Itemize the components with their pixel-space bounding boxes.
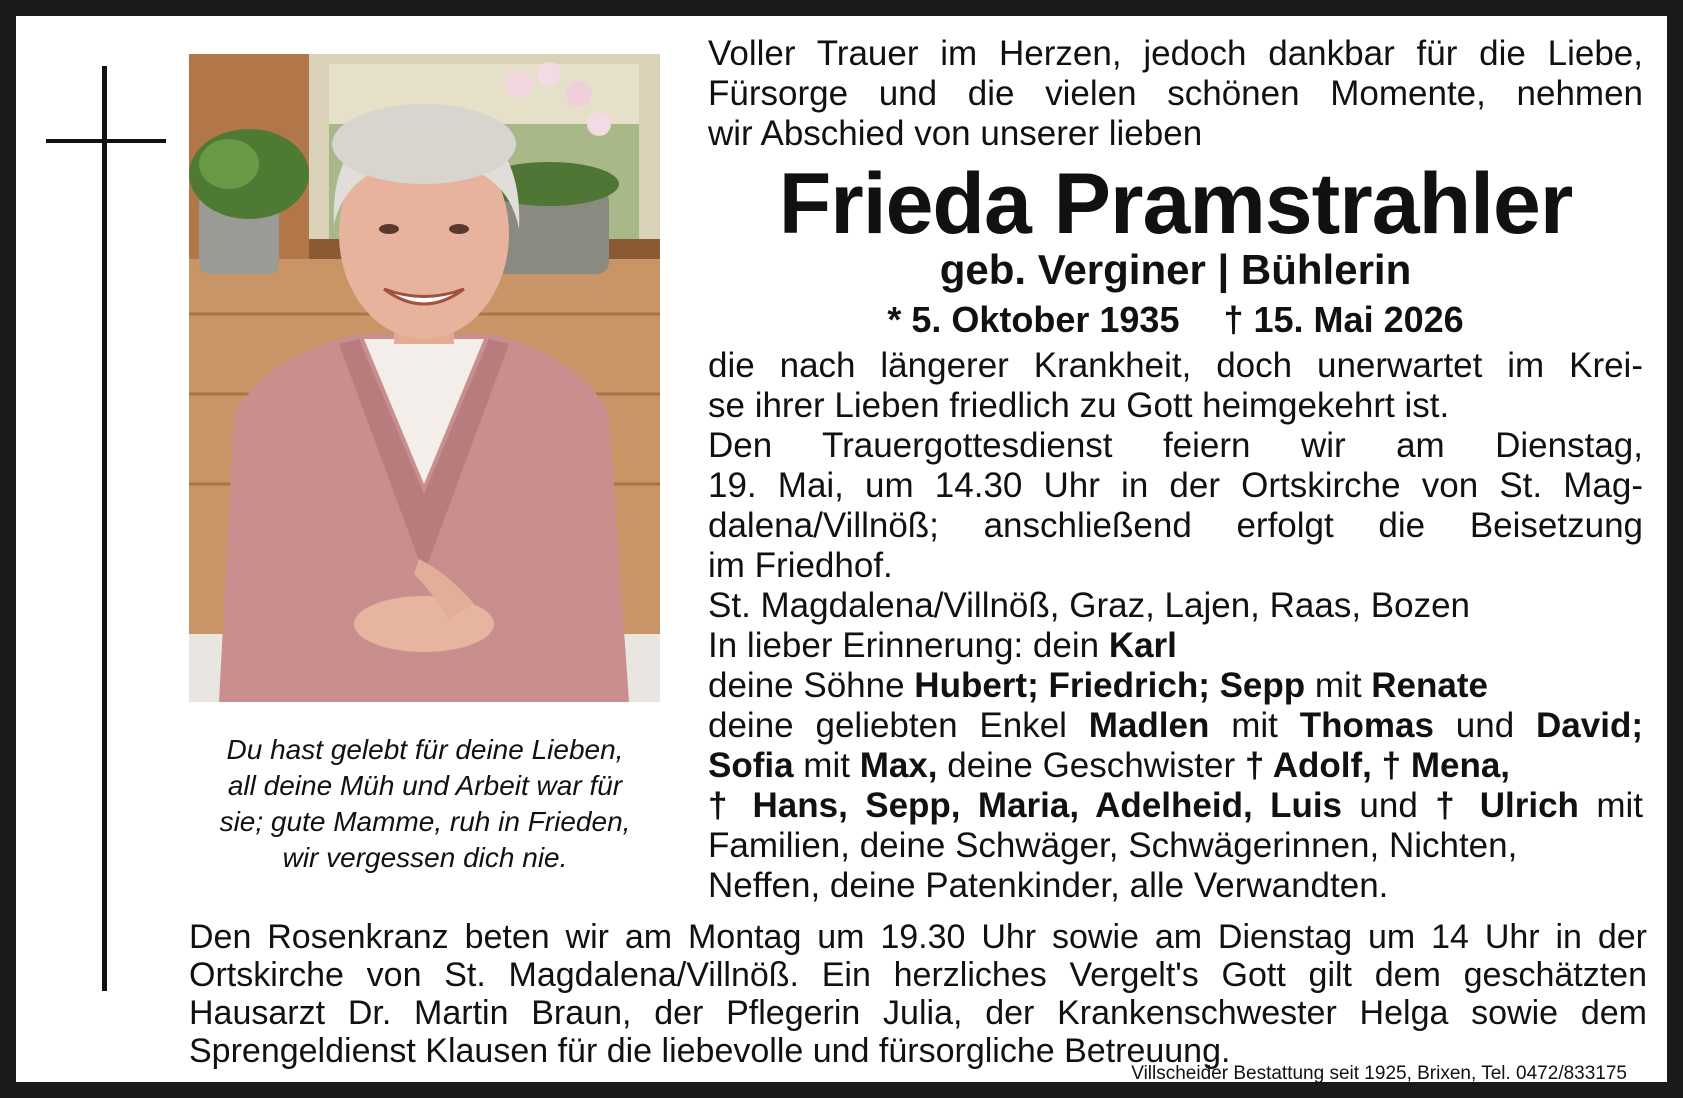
mourner-line: deine geliebten Enkel Madlen mit Thomas und David;	[708, 706, 1643, 745]
poem-line: all deine Müh und Arbeit war für	[227, 770, 623, 801]
closing-line: Den Rosenkranz beten wir am Montag um 19.30 Uhr sowie am Dienstag um 14 Uhr in der	[189, 918, 1647, 956]
obituary-text	[708, 34, 1643, 906]
intro-line: Fürsorge und die vielen schönen Momente, nehmen	[708, 74, 1643, 113]
places-line: St. Magdalena/Villnöß, Graz, Lajen, Raas, Bozen	[708, 586, 1471, 625]
body-line: die nach längerer Krankheit, doch unerwartet im Krei-	[708, 346, 1643, 385]
death-date: † 15. Mai 2026	[1223, 299, 1464, 340]
mourner-line: † Hans, Sepp, Maria, Adelheid, Luis und † Ulrich mit	[708, 786, 1643, 825]
deceased-name: Frieda Pramstrahler	[778, 156, 1573, 252]
body-line: se ihrer Lieben friedlich zu Gott heimgekehrt ist.	[708, 386, 1450, 425]
intro-line: Voller Trauer im Herzen, jedoch dankbar für die Liebe,	[708, 34, 1643, 73]
poem-line: wir vergessen dich nie.	[282, 842, 568, 873]
intro-line: wir Abschied von unserer lieben	[708, 114, 1203, 153]
mourner-line: Familien, deine Schwäger, Schwägerinnen, Nichten,	[708, 826, 1518, 865]
birth-date: * 5. Oktober 1935	[887, 299, 1180, 340]
life-dates	[708, 294, 1643, 346]
mourner-line: In lieber Erinnerung: dein Karl	[708, 626, 1177, 665]
closing-text	[189, 918, 1647, 1070]
closing-line: Hausarzt Dr. Martin Braun, der Pflegerin Julia, der Krankenschwester Helga sowie dem	[189, 994, 1647, 1032]
body-line: Den Trauergottesdienst feiern wir am Dienstag,	[708, 426, 1643, 465]
cross-icon	[102, 66, 107, 991]
maiden-name: geb. Verginer | Bühlerin	[939, 246, 1412, 293]
mourner-line: deine Söhne Hubert; Friedrich; Sepp mit Renate	[708, 666, 1488, 705]
body-line: 19. Mai, um 14.30 Uhr in der Ortskirche von St. Mag-	[708, 466, 1643, 505]
poem-line: sie; gute Mamme, ruh in Frieden,	[219, 806, 631, 837]
body-line: dalena/Villnöß; anschließend erfolgt die Beisetzung	[708, 506, 1643, 545]
mourner-line: Neffen, deine Patenkinder, alle Verwandten.	[708, 866, 1389, 905]
memorial-poem	[186, 732, 664, 876]
cross-icon-bar	[46, 139, 166, 143]
closing-line: Sprengeldienst Klausen für die liebevolle und fürsorgliche Betreuung.	[189, 1032, 1231, 1070]
closing-line: Ortskirche von St. Magdalena/Villnöß. Ein herzliches Vergelt's Gott gilt dem geschätzten	[189, 956, 1647, 994]
mourner-line: Sofia mit Max, deine Geschwister † Adolf, † Mena,	[708, 746, 1511, 785]
funeral-home-credit: Villscheider Bestattung seit 1925, Brixen, Tel. 0472/833175	[1131, 1063, 1627, 1084]
portrait-photo	[189, 54, 660, 702]
body-line: im Friedhof.	[708, 546, 893, 585]
poem-line: Du hast gelebt für deine Lieben,	[226, 734, 624, 765]
